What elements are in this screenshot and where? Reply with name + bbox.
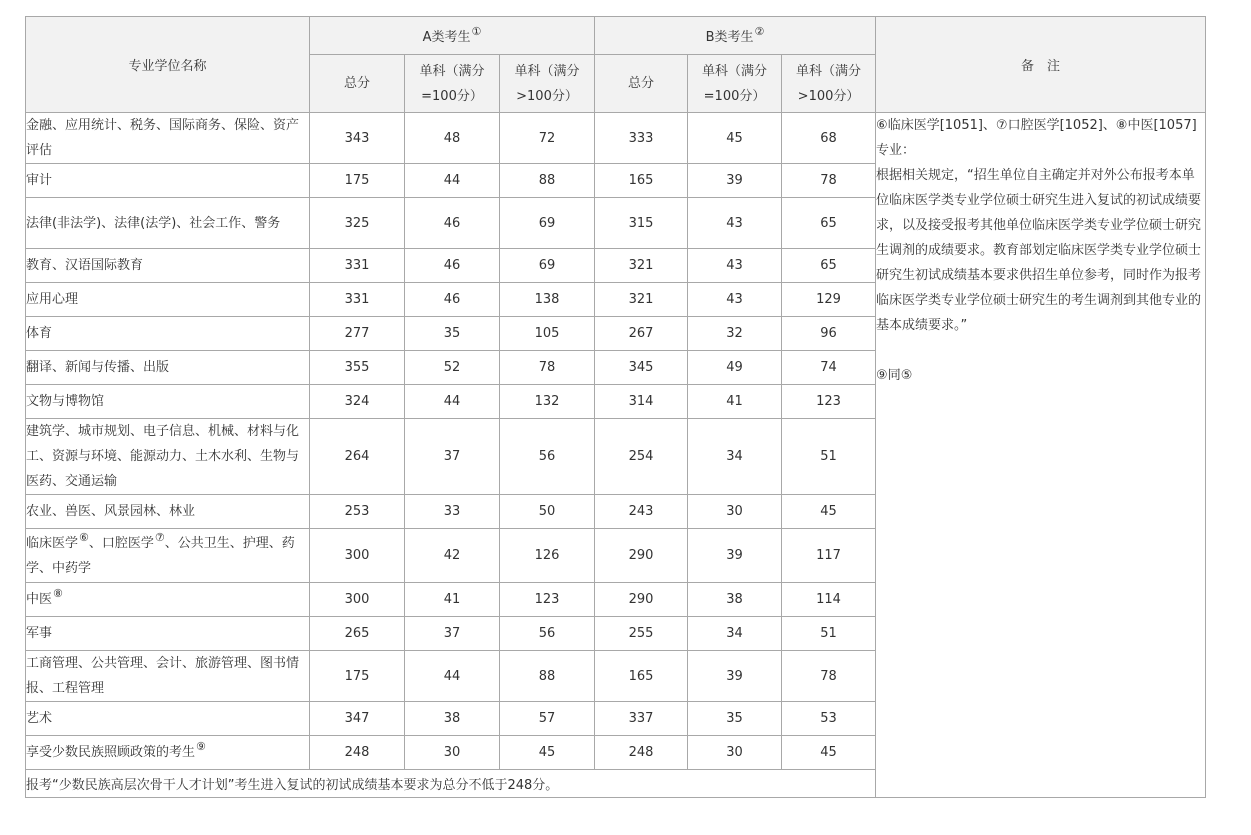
score-a-single-100: 44	[405, 385, 500, 419]
score-b-single-100: 43	[688, 283, 782, 317]
score-b-single-gt100: 51	[782, 419, 876, 495]
score-a-single-100: 33	[405, 495, 500, 529]
score-b-total: 290	[595, 583, 688, 617]
major-name-cell: 应用心理	[26, 283, 310, 317]
score-b-total: 248	[595, 736, 688, 770]
score-b-single-gt100: 65	[782, 249, 876, 283]
major-name-cell: 金融、应用统计、税务、国际商务、保险、资产评估	[26, 113, 310, 164]
score-a-total: 331	[310, 283, 405, 317]
score-a-single-gt100: 88	[500, 164, 595, 198]
header-b-single-100: 单科（满分=100分）	[688, 55, 782, 113]
header-b-single-gt100: 单科（满分>100分）	[782, 55, 876, 113]
score-a-total: 324	[310, 385, 405, 419]
score-b-single-100: 39	[688, 529, 782, 583]
score-a-single-gt100: 88	[500, 651, 595, 702]
score-b-single-gt100: 51	[782, 617, 876, 651]
score-a-single-100: 46	[405, 249, 500, 283]
score-a-single-100: 44	[405, 651, 500, 702]
header-a-single-gt100: 单科（满分>100分）	[500, 55, 595, 113]
score-a-total: 300	[310, 529, 405, 583]
major-name-cell: 法律(非法学)、法律(法学)、社会工作、警务	[26, 198, 310, 249]
score-a-single-100: 30	[405, 736, 500, 770]
score-b-single-100: 39	[688, 164, 782, 198]
score-b-single-gt100: 78	[782, 164, 876, 198]
score-a-single-100: 46	[405, 198, 500, 249]
score-a-total: 300	[310, 583, 405, 617]
header-major-name: 专业学位名称	[26, 17, 310, 113]
score-a-total: 343	[310, 113, 405, 164]
score-a-single-gt100: 132	[500, 385, 595, 419]
score-a-single-gt100: 69	[500, 198, 595, 249]
major-name-cell: 艺术	[26, 702, 310, 736]
footnote-text: 报考“少数民族高层次骨干人才计划”考生进入复试的初试成绩基本要求为总分不低于248分。	[26, 770, 876, 798]
header-remarks: 备 注	[876, 17, 1206, 113]
score-b-single-gt100: 114	[782, 583, 876, 617]
score-b-total: 314	[595, 385, 688, 419]
score-b-single-100: 41	[688, 385, 782, 419]
major-name-cell: 享受少数民族照顾政策的考生⑨	[26, 736, 310, 770]
score-b-single-100: 39	[688, 651, 782, 702]
score-b-single-100: 30	[688, 495, 782, 529]
score-a-single-gt100: 56	[500, 419, 595, 495]
score-b-total: 243	[595, 495, 688, 529]
header-a-total: 总分	[310, 55, 405, 113]
score-b-total: 165	[595, 651, 688, 702]
score-a-total: 248	[310, 736, 405, 770]
score-a-total: 355	[310, 351, 405, 385]
score-a-single-100: 46	[405, 283, 500, 317]
remark-para-3: ⑨同⑤	[876, 368, 913, 383]
score-b-single-100: 38	[688, 583, 782, 617]
score-b-total: 321	[595, 249, 688, 283]
major-name-cell: 农业、兽医、风景园林、林业	[26, 495, 310, 529]
score-a-single-100: 48	[405, 113, 500, 164]
score-a-single-100: 52	[405, 351, 500, 385]
score-a-single-gt100: 105	[500, 317, 595, 351]
score-a-total: 347	[310, 702, 405, 736]
major-name-cell: 中医⑧	[26, 583, 310, 617]
score-b-single-gt100: 117	[782, 529, 876, 583]
score-table	[25, 16, 1206, 798]
score-a-single-100: 38	[405, 702, 500, 736]
score-b-single-100: 43	[688, 249, 782, 283]
score-a-single-100: 37	[405, 419, 500, 495]
header-b-total: 总分	[595, 55, 688, 113]
table-row	[26, 113, 1206, 164]
score-a-total: 265	[310, 617, 405, 651]
major-name-cell: 审计	[26, 164, 310, 198]
score-a-single-100: 35	[405, 317, 500, 351]
score-b-total: 321	[595, 283, 688, 317]
score-b-single-gt100: 78	[782, 651, 876, 702]
score-b-total: 315	[595, 198, 688, 249]
score-a-single-gt100: 78	[500, 351, 595, 385]
score-a-single-100: 44	[405, 164, 500, 198]
table-body	[26, 113, 1206, 798]
score-b-single-gt100: 74	[782, 351, 876, 385]
score-a-single-100: 42	[405, 529, 500, 583]
major-name-cell: 体育	[26, 317, 310, 351]
major-name-cell: 工商管理、公共管理、会计、旅游管理、图书情报、工程管理	[26, 651, 310, 702]
score-b-single-gt100: 96	[782, 317, 876, 351]
score-b-total: 254	[595, 419, 688, 495]
score-a-total: 331	[310, 249, 405, 283]
score-b-single-gt100: 65	[782, 198, 876, 249]
remarks-cell	[876, 113, 1206, 798]
score-b-single-gt100: 45	[782, 736, 876, 770]
score-a-total: 253	[310, 495, 405, 529]
score-b-total: 290	[595, 529, 688, 583]
score-b-single-gt100: 129	[782, 283, 876, 317]
score-b-single-gt100: 53	[782, 702, 876, 736]
score-a-single-gt100: 72	[500, 113, 595, 164]
score-a-single-gt100: 69	[500, 249, 595, 283]
major-name-cell: 临床医学⑥、口腔医学⑦、公共卫生、护理、药学、中药学	[26, 529, 310, 583]
score-a-single-gt100: 50	[500, 495, 595, 529]
score-b-total: 345	[595, 351, 688, 385]
score-a-single-100: 41	[405, 583, 500, 617]
score-b-single-gt100: 45	[782, 495, 876, 529]
header-group-b: B类考生②	[595, 17, 876, 55]
score-a-total: 264	[310, 419, 405, 495]
score-a-total: 175	[310, 164, 405, 198]
score-b-single-100: 43	[688, 198, 782, 249]
score-a-single-100: 37	[405, 617, 500, 651]
score-b-single-100: 30	[688, 736, 782, 770]
score-b-single-100: 45	[688, 113, 782, 164]
major-name-cell: 翻译、新闻与传播、出版	[26, 351, 310, 385]
score-b-single-100: 35	[688, 702, 782, 736]
score-b-single-gt100: 68	[782, 113, 876, 164]
score-a-total: 175	[310, 651, 405, 702]
remark-para-1: ⑥临床医学[1051]、⑦口腔医学[1052]、⑧中医[1057]专业：	[876, 118, 1197, 158]
score-a-single-gt100: 45	[500, 736, 595, 770]
major-name-cell: 建筑学、城市规划、电子信息、机械、材料与化工、资源与环境、能源动力、土木水利、生物与医药、交通运输	[26, 419, 310, 495]
remark-para-2: 根据相关规定，“招生单位自主确定并对外公布报考本单位临床医学类专业学位硕士研究生进入复试的初试成绩要求，以及接受报考其他单位临床医学类专业学位硕士研究生调剂的成绩要求。教育部划定临床医学类专业学位硕士研究生初试成绩基本要求供招生单位参考，同时作为报考临床医学类专业学位硕士研究生的考生调剂到其他专业的基本成绩要求。”	[876, 168, 1202, 333]
score-b-single-100: 49	[688, 351, 782, 385]
score-a-total: 277	[310, 317, 405, 351]
score-a-single-gt100: 57	[500, 702, 595, 736]
score-b-total: 267	[595, 317, 688, 351]
score-b-single-100: 34	[688, 617, 782, 651]
score-b-single-100: 34	[688, 419, 782, 495]
score-b-total: 333	[595, 113, 688, 164]
score-a-single-gt100: 123	[500, 583, 595, 617]
header-a-single-100: 单科（满分=100分）	[405, 55, 500, 113]
score-a-single-gt100: 138	[500, 283, 595, 317]
score-b-single-gt100: 123	[782, 385, 876, 419]
score-a-single-gt100: 126	[500, 529, 595, 583]
score-b-total: 337	[595, 702, 688, 736]
major-name-cell: 教育、汉语国际教育	[26, 249, 310, 283]
header-group-a: A类考生①	[310, 17, 595, 55]
score-b-single-100: 32	[688, 317, 782, 351]
score-a-single-gt100: 56	[500, 617, 595, 651]
score-b-total: 255	[595, 617, 688, 651]
major-name-cell: 军事	[26, 617, 310, 651]
score-b-total: 165	[595, 164, 688, 198]
major-name-cell: 文物与博物馆	[26, 385, 310, 419]
score-a-total: 325	[310, 198, 405, 249]
